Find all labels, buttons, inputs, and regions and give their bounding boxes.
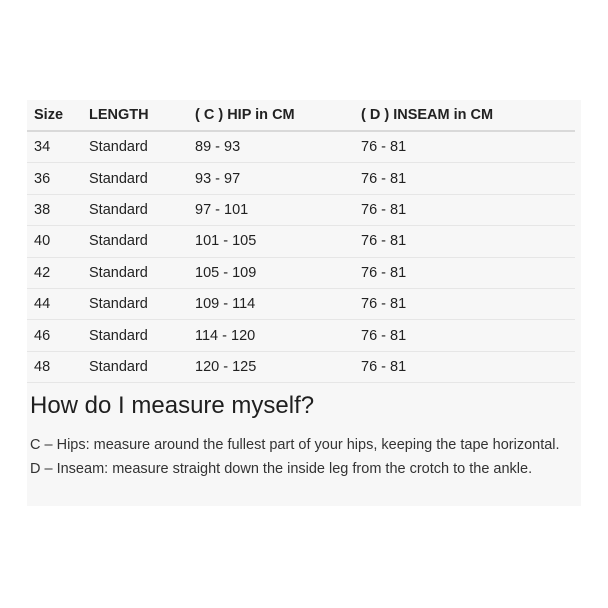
table-row [27, 163, 575, 194]
table-row [27, 257, 575, 288]
cell-size: 34 [27, 131, 89, 163]
cell-inseam: 76 - 81 [361, 257, 575, 288]
cell-inseam: 76 - 81 [361, 194, 575, 225]
header-inseam: ( D ) INSEAM in CM [361, 100, 575, 131]
cell-size: 36 [27, 163, 89, 194]
cell-hip: 120 - 125 [195, 351, 361, 382]
header-length: LENGTH [89, 100, 195, 131]
cell-size: 42 [27, 257, 89, 288]
table-row [27, 194, 575, 225]
cell-length: Standard [89, 194, 195, 225]
cell-inseam: 76 - 81 [361, 288, 575, 319]
table-row [27, 320, 575, 351]
table-row [27, 351, 575, 382]
table-row [27, 226, 575, 257]
header-size: Size [27, 100, 89, 131]
cell-length: Standard [89, 320, 195, 351]
cell-size: 44 [27, 288, 89, 319]
table-header [27, 100, 575, 131]
measure-heading: How do I measure myself? [30, 392, 315, 419]
cell-hip: 109 - 114 [195, 288, 361, 319]
size-chart-panel [27, 100, 581, 506]
table-row [27, 131, 575, 163]
cell-size: 46 [27, 320, 89, 351]
table-row [27, 288, 575, 319]
cell-length: Standard [89, 226, 195, 257]
cell-hip: 89 - 93 [195, 131, 361, 163]
size-chart-table [27, 100, 575, 383]
cell-length: Standard [89, 163, 195, 194]
measure-instructions [30, 434, 575, 481]
cell-size: 40 [27, 226, 89, 257]
cell-length: Standard [89, 351, 195, 382]
cell-length: Standard [89, 257, 195, 288]
cell-inseam: 76 - 81 [361, 320, 575, 351]
cell-inseam: 76 - 81 [361, 131, 575, 163]
cell-hip: 114 - 120 [195, 320, 361, 351]
cell-length: Standard [89, 288, 195, 319]
inseam-instruction: D – Inseam: measure straight down the inside leg from the crotch to the ankle. [30, 460, 533, 477]
table-body [27, 131, 575, 383]
header-row [27, 100, 575, 131]
cell-hip: 97 - 101 [195, 194, 361, 225]
cell-inseam: 76 - 81 [361, 226, 575, 257]
cell-inseam: 76 - 81 [361, 163, 575, 194]
cell-hip: 93 - 97 [195, 163, 361, 194]
cell-hip: 105 - 109 [195, 257, 361, 288]
cell-inseam: 76 - 81 [361, 351, 575, 382]
header-hip: ( C ) HIP in CM [195, 100, 361, 131]
cell-size: 38 [27, 194, 89, 225]
cell-length: Standard [89, 131, 195, 163]
cell-hip: 101 - 105 [195, 226, 361, 257]
hips-instruction: C – Hips: measure around the fullest part of your hips, keeping the tape horizontal. [30, 437, 560, 453]
cell-size: 48 [27, 351, 89, 382]
